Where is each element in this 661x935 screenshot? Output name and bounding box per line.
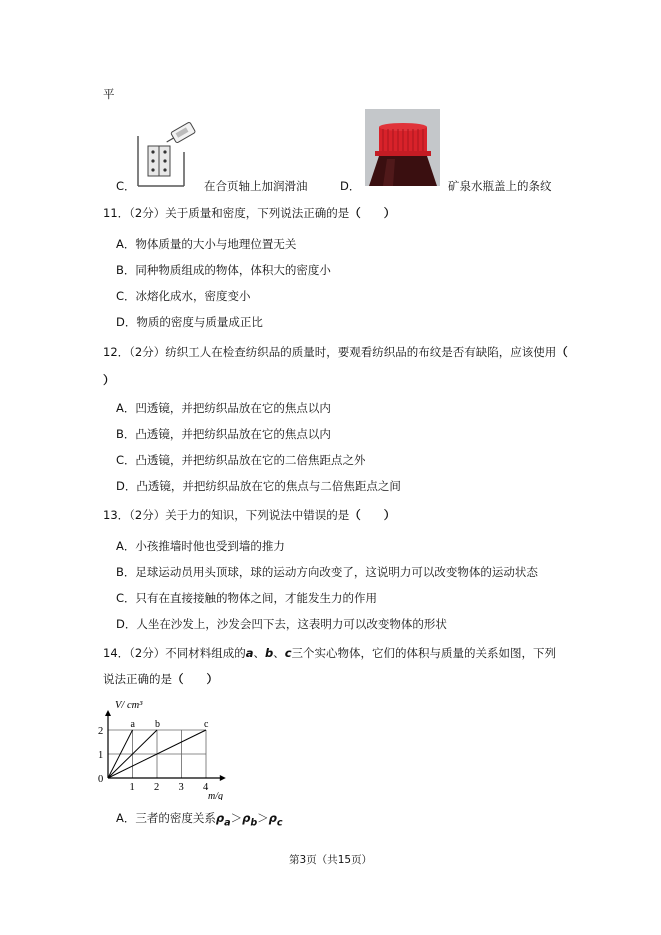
x-axis-arrow (220, 775, 226, 781)
question-12-stem: 12．（2分）纺织工人在检查纺织品的质量时，要观看纺织品的布纹是否有缺陷，应该使用（ (103, 345, 568, 359)
q12-option-c: C．凸透镜，并把纺织品放在它的二倍焦距点之外 (116, 453, 366, 467)
page-footer: 第3页（共15页） (289, 854, 373, 866)
option-d-label: D． (340, 179, 361, 193)
y-tick-label: 1 (98, 750, 104, 761)
x-tick-label: 1 (129, 782, 135, 793)
series-label-c: c (204, 719, 209, 730)
option-c-label: C． (116, 179, 136, 193)
q12-option-a: A．凹透镜，并把纺织品放在它的焦点以内 (116, 401, 331, 415)
x-tick-label: 2 (154, 782, 160, 793)
answer-parentheses: （ ） (349, 508, 396, 522)
continued-text-fragment: 平 (103, 87, 115, 101)
q13-option-a: A．小孩推墙时他也受到墙的推力 (116, 539, 285, 553)
series-label-b: b (155, 719, 160, 730)
y-axis-label: V/ cm³ (115, 700, 143, 711)
y-axis-arrow (105, 710, 111, 716)
question-11-stem: 11．（2分）关于质量和密度，下列说法正确的是（ ） (103, 206, 396, 220)
rho-symbol: ρ (215, 811, 225, 825)
q13-option-c: C．只有在直接接触的物体之间，才能发生力的作用 (116, 591, 378, 605)
option-c-caption: 在合页轴上加润滑油 (204, 179, 308, 193)
symbol-b: b (264, 646, 274, 660)
chart-labels (98, 700, 223, 800)
hinge-oil-image (132, 122, 198, 188)
x-tick-label: 3 (178, 782, 184, 793)
q11-option-d: D．物质的密度与质量成正比 (116, 315, 263, 329)
q14-option-a: A．三者的密度关系$\rho_a>\rho_b>\rho_c$ (116, 811, 283, 829)
symbol-a: a (245, 646, 254, 660)
question-14-stem: 14．（2分）不同材料组成的a、b、c三个实心物体，它们的体积与质量的关系如图，下列 (103, 646, 557, 660)
q11-option-c: C．冰熔化成水，密度变小 (116, 289, 251, 303)
bottle-cap-photo (365, 109, 440, 186)
hinge-oiling-icon (132, 122, 198, 188)
origin-label: 0 (98, 774, 104, 785)
total-pages: 15 (337, 854, 352, 866)
q11-option-b: B．同种物质组成的物体，体积大的密度小 (116, 263, 331, 277)
symbol-c: c (284, 646, 292, 660)
q12-option-d: D．凸透镜，并把纺织品放在它的焦点与二倍焦距点之间 (116, 479, 401, 493)
page-number: 3 (299, 854, 307, 866)
answer-parentheses: （ ） (172, 672, 218, 686)
volume-mass-chart (96, 694, 226, 800)
x-tick-label: 4 (203, 782, 209, 793)
answer-paren-open: （ (556, 345, 568, 359)
answer-paren-close: ） (103, 373, 115, 387)
q13-option-d: D．人坐在沙发上，沙发会凹下去，这表明力可以改变物体的形状 (116, 617, 447, 631)
q11-option-a: A．物体质量的大小与地理位置无关 (116, 237, 297, 251)
rho-symbol: ρ (268, 811, 277, 825)
q13-option-b: B．足球运动员用头顶球，球的运动方向改变了，这说明力可以改变物体的运动状态 (116, 565, 538, 579)
x-axis-label: m/g (208, 791, 223, 800)
question-14-stem-line2: 说法正确的是（ ） (103, 672, 218, 686)
option-d-caption: 矿泉水瓶盖上的条纹 (448, 179, 552, 193)
question-13-stem: 13．（2分）关于力的知识，下列说法中错误的是（ ） (103, 508, 396, 522)
series-label-a: a (130, 719, 135, 730)
bottle-cap-icon (365, 109, 440, 186)
answer-parentheses: （ ） (349, 206, 396, 220)
rho-symbol: ρ (242, 811, 251, 825)
y-tick-label: 2 (98, 726, 104, 737)
q12-option-b: B．凸透镜，并把纺织品放在它的焦点以内 (116, 427, 331, 441)
